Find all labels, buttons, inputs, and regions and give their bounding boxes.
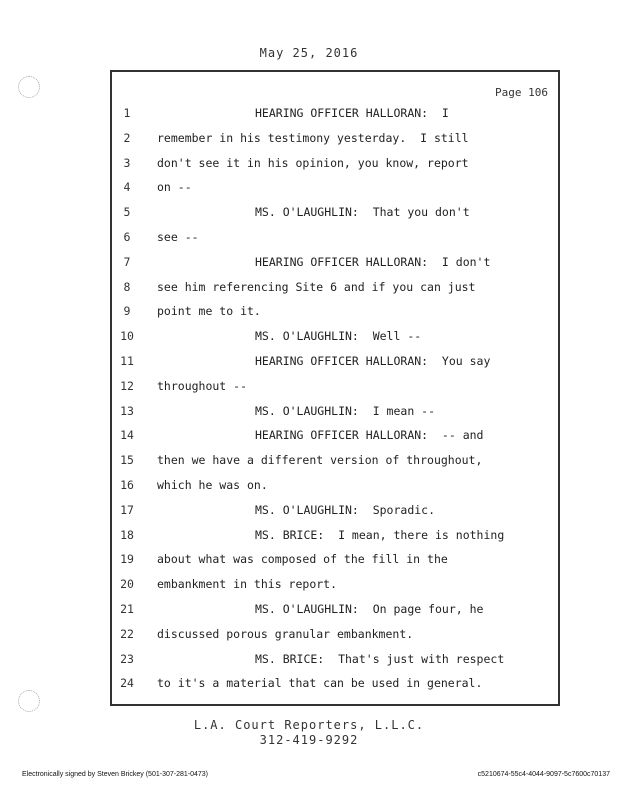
line-number: 1: [123, 106, 131, 120]
transcript-line: [112, 428, 560, 453]
line-number: 18: [120, 527, 134, 542]
line-number: 17: [120, 502, 134, 517]
transcript-line: [112, 627, 560, 652]
transcript-line: [112, 304, 560, 329]
transcript-line: [112, 280, 560, 305]
line-text: then we have a different version of throughout,: [157, 453, 483, 468]
transcript-line: [112, 528, 560, 553]
line-number: 23: [120, 651, 134, 666]
transcript-line: [112, 602, 560, 627]
line-number: 21: [120, 602, 134, 616]
line-text: MS. O'LAUGHLIN: I mean --: [255, 403, 436, 418]
line-text: embankment in this report.: [157, 577, 338, 592]
transcript-line: [112, 379, 560, 404]
transcript-line: [112, 676, 560, 701]
transcript-line: [112, 230, 560, 255]
line-text: on --: [157, 180, 192, 195]
page-number: Page 106: [495, 86, 548, 99]
line-number: 7: [123, 254, 131, 269]
electronic-signature: Electronically signed by Steven Brickey (501-307-281-0473): [22, 771, 208, 778]
line-text: HEARING OFFICER HALLORAN: You say: [255, 354, 491, 368]
line-text: see --: [157, 230, 199, 244]
line-text: MS. O'LAUGHLIN: Sporadic.: [255, 502, 436, 517]
line-text: HEARING OFFICER HALLORAN: I: [255, 106, 449, 120]
line-number: 3: [123, 155, 131, 170]
line-number: 9: [123, 304, 131, 319]
line-number: 13: [120, 403, 134, 418]
transcript-line: [112, 652, 560, 677]
line-text: MS. O'LAUGHLIN: Well --: [255, 329, 422, 344]
transcript-line: [112, 180, 560, 205]
transcript-line: [112, 577, 560, 602]
line-number: 4: [123, 180, 131, 195]
line-text: MS. BRICE: That's just with respect: [255, 651, 505, 666]
transcript-line: [112, 453, 560, 478]
line-text: see him referencing Site 6 and if you can just: [157, 279, 476, 294]
transcript-line: [112, 255, 560, 280]
line-number: 22: [120, 626, 134, 641]
transcript-line: [112, 205, 560, 230]
document-hash: c5210674-55c4-4044-9097-5c7600c70137: [477, 771, 610, 778]
transcript-line: [112, 131, 560, 156]
line-text: point me to it.: [157, 304, 261, 319]
transcript-date: May 25, 2016: [259, 46, 359, 60]
line-number: 24: [120, 676, 134, 691]
line-number: 19: [120, 552, 134, 567]
transcript-page-frame: [110, 70, 560, 706]
line-text: to it's a material that can be used in general.: [157, 676, 483, 691]
transcript-line: [112, 478, 560, 503]
line-number: 8: [123, 279, 131, 294]
line-number: 12: [120, 378, 134, 393]
punch-hole-mark: [18, 690, 40, 712]
line-number: 11: [120, 354, 134, 368]
reporter-company: L.A. Court Reporters, L.L.C.: [193, 718, 425, 732]
line-number: 20: [120, 577, 134, 592]
line-number: 16: [120, 478, 134, 492]
line-number: 2: [123, 130, 131, 145]
line-text: about what was composed of the fill in the: [157, 552, 448, 567]
line-text: don't see it in his opinion, you know, report: [157, 155, 469, 170]
transcript-line: [112, 329, 560, 354]
line-text: remember in his testimony yesterday. I still: [157, 130, 469, 145]
line-text: HEARING OFFICER HALLORAN: -- and: [255, 428, 484, 443]
line-text: MS. O'LAUGHLIN: On page four, he: [255, 602, 484, 616]
line-text: throughout --: [157, 378, 248, 393]
transcript-line: [112, 156, 560, 181]
transcript-line: [112, 106, 560, 131]
transcript-line: [112, 503, 560, 528]
line-number: 5: [123, 205, 131, 220]
line-text: MS. BRICE: I mean, there is nothing: [255, 527, 505, 542]
transcript-line: [112, 552, 560, 577]
transcript-line: [112, 354, 560, 379]
line-number: 6: [123, 230, 131, 244]
punch-hole-mark: [18, 76, 40, 98]
reporter-phone: 312-419-9292: [259, 733, 359, 747]
line-text: HEARING OFFICER HALLORAN: I don't: [255, 254, 491, 269]
line-number: 14: [120, 428, 134, 443]
line-text: which he was on.: [157, 478, 268, 492]
line-text: MS. O'LAUGHLIN: That you don't: [255, 205, 470, 220]
transcript-line: [112, 404, 560, 429]
line-number: 10: [120, 329, 134, 344]
line-text: discussed porous granular embankment.: [157, 626, 414, 641]
line-number: 15: [120, 453, 134, 468]
